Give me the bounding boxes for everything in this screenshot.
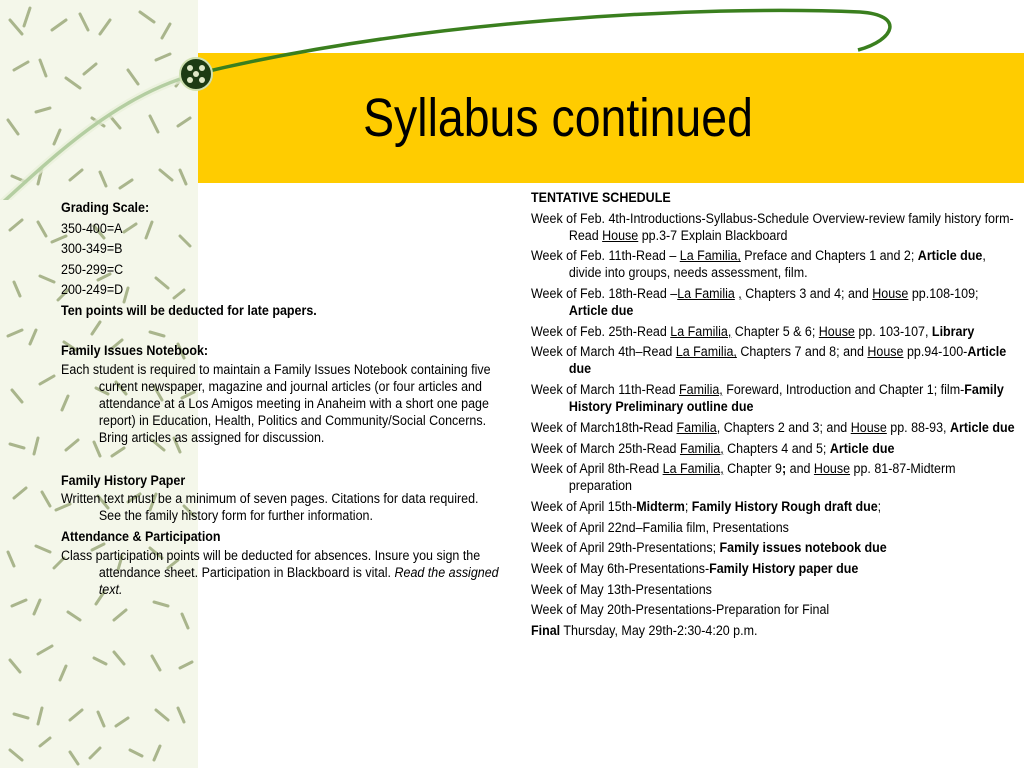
paper-text: Written text must be a minimum of seven pages. Citations for data required. See the family history form for further information. [61, 491, 479, 524]
molecule-icon [180, 58, 212, 90]
schedule-heading: TENTATIVE SCHEDULE [531, 190, 671, 206]
schedule-item: Week of March 11th-Read Familia, Foreward, Introduction and Chapter 1; film-Family History Preliminary outline due [531, 382, 1004, 416]
grade-b: 300-349=B [61, 241, 123, 257]
late-note: Ten points will be deducted for late papers. [61, 302, 317, 319]
grading-section [61, 198, 501, 599]
attendance-text: Class participation points will be deducted for absences. Insure you sign the attendance sheet. Participation in Blackboard is vital. Read the assigned text. [61, 547, 499, 598]
schedule-item: Week of March18th-Read Familia, Chapters 2 and 3; and House pp. 88-93, Article due [531, 419, 1015, 436]
notebook-text: Each student is required to maintain a Family Issues Notebook containing five current newspaper, magazine and journal articles (or four articles and attendance at a Los Amigos meeting in Anaheim with a short one page report) in Education, Health, Politics and Community/Social Concerns. Bring articles as assigned for discussion. [61, 361, 491, 446]
grade-c: 250-299=C [61, 261, 124, 278]
schedule-item: Week of Feb. 4th-Introductions-Syllabus-Schedule Overview-review family history form-Read House pp.3-7 Explain Blackboard [531, 210, 1014, 244]
grade-a: 350-400=A [61, 220, 123, 237]
page-title: Syllabus continued [363, 88, 753, 148]
schedule-item: Week of May 20th-Presentations-Preparation for Final [531, 602, 830, 619]
grading-heading: Grading Scale: [61, 200, 150, 216]
schedule-item: Week of April 15th-Midterm; Family History Rough draft due; [531, 498, 882, 515]
schedule-item: Week of April 22nd–Familia film, Presentations [531, 519, 789, 536]
schedule-item: Week of Feb. 18th-Read –La Familia , Chapters 3 and 4; and House pp.108-109; Article due [531, 286, 979, 320]
schedule-item: Week of May 6th-Presentations-Family History paper due [531, 560, 859, 577]
grade-d: 200-249=D [61, 282, 124, 298]
notebook-heading: Family Issues Notebook: [61, 343, 209, 359]
schedule-section [531, 190, 1015, 644]
attendance-heading: Attendance & Participation [61, 529, 221, 545]
paper-heading: Family History Paper [61, 472, 186, 489]
schedule-item: Week of March 25th-Read Familia, Chapters 4 and 5; Article due [531, 440, 895, 457]
schedule-item: Week of May 13th-Presentations [531, 581, 712, 598]
schedule-item: Final Thursday, May 29th-2:30-4:20 p.m. [531, 623, 758, 639]
schedule-item: Week of Feb. 25th-Read La Familia, Chapter 5 & 6; House pp. 103-107, Library [531, 323, 975, 340]
schedule-item: Week of April 29th-Presentations; Family issues notebook due [531, 540, 887, 557]
schedule-item: Week of March 4th–Read La Familia, Chapters 7 and 8; and House pp.94-100-Article due [531, 344, 1007, 378]
schedule-item: Week of April 8th-Read La Familia, Chapter 9; and House pp. 81-87-Midterm preparation [531, 461, 956, 495]
schedule-item: Week of Feb. 11th-Read – La Familia, Preface and Chapters 1 and 2; Article due, divide into groups, needs assessment, film. [531, 248, 986, 282]
